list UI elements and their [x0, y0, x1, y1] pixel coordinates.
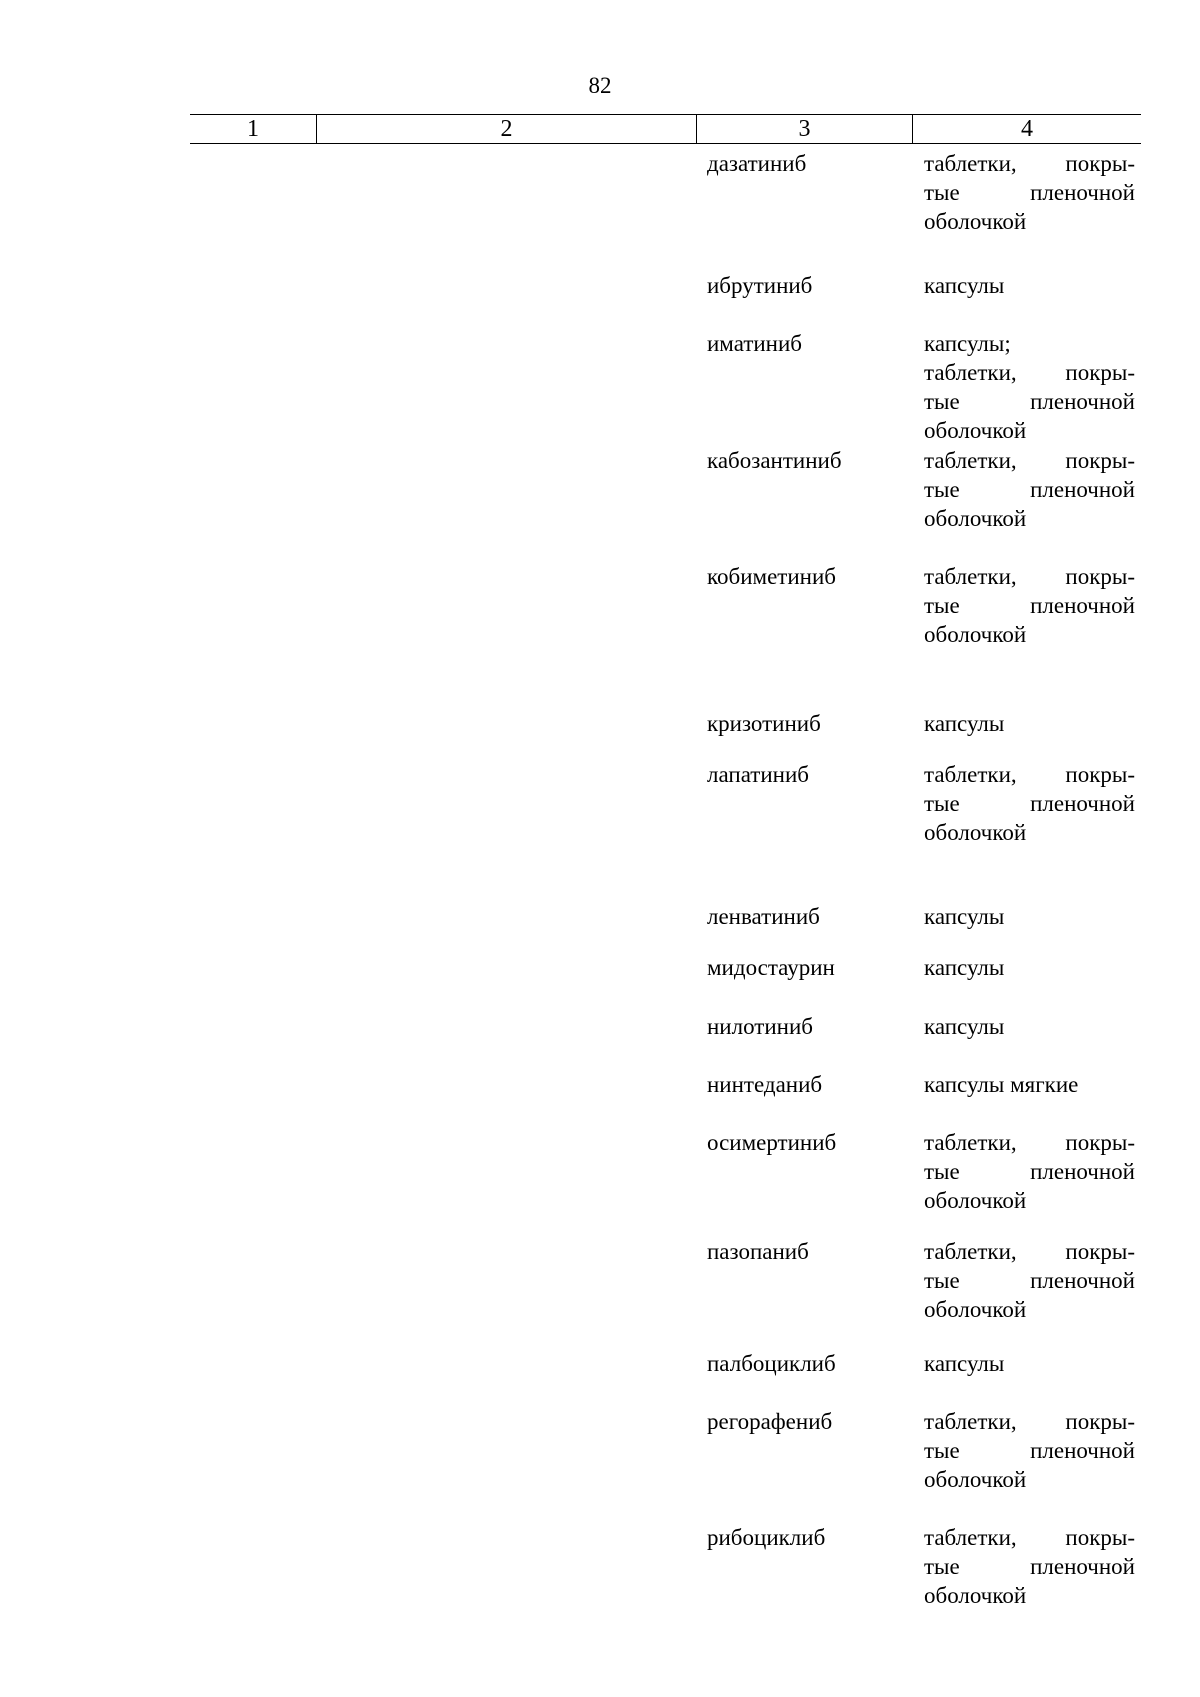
- dosage-form-word: капсулы: [924, 1014, 1005, 1039]
- dosage-form-line: [924, 387, 1135, 416]
- dosage-form-word: пленочной: [1030, 477, 1135, 502]
- dosage-form-line: [924, 416, 1135, 445]
- dosage-form-line: [924, 562, 1135, 591]
- drug-name: кризотиниб: [707, 711, 821, 736]
- dosage-form-word: тые: [924, 389, 960, 414]
- dosage-form-line: [924, 475, 1135, 504]
- table-header-row: [190, 114, 1141, 144]
- dosage-form-word: капсулы: [924, 904, 1005, 929]
- dosage-form-word: оболочкой: [924, 418, 1027, 443]
- dosage-form-word: оболочкой: [924, 1297, 1027, 1322]
- drug-name: регорафениб: [707, 1409, 833, 1434]
- drug-name: кобиметиниб: [707, 564, 836, 589]
- dosage-form-word: тые: [924, 1159, 960, 1184]
- dosage-form: [924, 271, 1135, 300]
- dosage-form-line: [924, 1012, 1135, 1041]
- dosage-form-line: [924, 1070, 1135, 1099]
- dosage-form: [924, 953, 1135, 982]
- dosage-form-word: капсулы: [924, 273, 1005, 298]
- dosage-form-word: оболочкой: [924, 820, 1027, 845]
- dosage-form: [924, 1128, 1135, 1215]
- dosage-form: [924, 1407, 1135, 1494]
- dosage-form-word: покры-: [1065, 1409, 1135, 1434]
- dosage-form-line: [924, 1186, 1135, 1215]
- dosage-form-word: таблетки,: [924, 1130, 1017, 1155]
- dosage-form-line: [924, 1436, 1135, 1465]
- dosage-form-word: покры-: [1065, 564, 1135, 589]
- dosage-form-word: оболочкой: [924, 622, 1027, 647]
- drug-name: иматиниб: [707, 331, 802, 356]
- dosage-form-line: [924, 620, 1135, 649]
- dosage-form-line: [924, 818, 1135, 847]
- page-number: 82: [588, 73, 612, 98]
- dosage-form-word: пленочной: [1030, 180, 1135, 205]
- dosage-form-word: пленочной: [1030, 1268, 1135, 1293]
- dosage-form: [924, 446, 1135, 533]
- dosage-form-line: [924, 1552, 1135, 1581]
- dosage-form-word: оболочкой: [924, 1467, 1027, 1492]
- dosage-form: [924, 902, 1135, 931]
- dosage-form-line: [924, 149, 1135, 178]
- dosage-form-word: таблетки,: [924, 564, 1017, 589]
- dosage-form: [924, 1070, 1135, 1099]
- dosage-form-line: [924, 1266, 1135, 1295]
- dosage-form-word: таблетки,: [924, 1409, 1017, 1434]
- dosage-form-word: покры-: [1065, 762, 1135, 787]
- dosage-form: [924, 562, 1135, 649]
- dosage-form: [924, 329, 1135, 445]
- dosage-form-line: [924, 178, 1135, 207]
- dosage-form-line: [924, 329, 1135, 358]
- dosage-form-word: капсулы: [924, 1351, 1005, 1376]
- dosage-form-word: пленочной: [1030, 1159, 1135, 1184]
- dosage-form-word: пленочной: [1030, 791, 1135, 816]
- drug-name: мидостаурин: [707, 955, 835, 980]
- dosage-form-word: капсулы;: [924, 331, 1011, 356]
- dosage-form-word: таблетки,: [924, 762, 1017, 787]
- dosage-form-line: [924, 1523, 1135, 1552]
- dosage-form-word: тые: [924, 1438, 960, 1463]
- dosage-form-line: [924, 1157, 1135, 1186]
- dosage-form: [924, 149, 1135, 236]
- dosage-form-word: капсулы: [924, 711, 1005, 736]
- dosage-form-word: покры-: [1065, 1239, 1135, 1264]
- dosage-form-line: [924, 1295, 1135, 1324]
- dosage-form: [924, 709, 1135, 738]
- dosage-form-word: тые: [924, 1554, 960, 1579]
- dosage-form-word: тые: [924, 477, 960, 502]
- drug-name: пазопаниб: [707, 1239, 809, 1264]
- dosage-form-line: [924, 789, 1135, 818]
- drug-name: нинтеданиб: [707, 1072, 823, 1097]
- dosage-form-word: пленочной: [1030, 593, 1135, 618]
- dosage-form-word: таблетки,: [924, 360, 1017, 385]
- dosage-form: [924, 760, 1135, 847]
- dosage-form-line: [924, 1128, 1135, 1157]
- dosage-form-line: [924, 1465, 1135, 1494]
- dosage-form: [924, 1349, 1135, 1378]
- drug-name: кабозантиниб: [707, 448, 842, 473]
- column-header-4: 4: [912, 115, 1141, 143]
- drug-name: дазатиниб: [707, 151, 807, 176]
- dosage-form-word: капсулы мягкие: [924, 1072, 1079, 1097]
- dosage-form-line: [924, 446, 1135, 475]
- dosage-form-word: покры-: [1065, 151, 1135, 176]
- dosage-form-word: оболочкой: [924, 209, 1027, 234]
- dosage-form-word: капсулы: [924, 955, 1005, 980]
- dosage-form-word: тые: [924, 593, 960, 618]
- dosage-form-word: оболочкой: [924, 1583, 1027, 1608]
- dosage-form-line: [924, 1349, 1135, 1378]
- dosage-form: [924, 1237, 1135, 1324]
- drug-name: палбоциклиб: [707, 1351, 836, 1376]
- dosage-form-word: покры-: [1065, 1130, 1135, 1155]
- dosage-form-word: покры-: [1065, 360, 1135, 385]
- column-header-2: 2: [316, 115, 696, 143]
- dosage-form-word: пленочной: [1030, 389, 1135, 414]
- dosage-form-word: пленочной: [1030, 1438, 1135, 1463]
- dosage-form-word: покры-: [1065, 448, 1135, 473]
- dosage-form: [924, 1012, 1135, 1041]
- dosage-form-word: таблетки,: [924, 1525, 1017, 1550]
- dosage-form-word: оболочкой: [924, 506, 1027, 531]
- dosage-form-line: [924, 953, 1135, 982]
- dosage-form: [924, 1523, 1135, 1610]
- dosage-form-word: тые: [924, 1268, 960, 1293]
- dosage-form-line: [924, 760, 1135, 789]
- dosage-form-line: [924, 1407, 1135, 1436]
- drug-name: лапатиниб: [707, 762, 809, 787]
- dosage-form-line: [924, 207, 1135, 236]
- dosage-form-line: [924, 271, 1135, 300]
- drug-name: ленватиниб: [707, 904, 820, 929]
- dosage-form-word: тые: [924, 791, 960, 816]
- dosage-form-line: [924, 1581, 1135, 1610]
- dosage-form-word: таблетки,: [924, 1239, 1017, 1264]
- dosage-form-line: [924, 591, 1135, 620]
- column-header-1: 1: [247, 116, 259, 142]
- dosage-form-line: [924, 902, 1135, 931]
- dosage-form-word: таблетки,: [924, 448, 1017, 473]
- dosage-form-line: [924, 709, 1135, 738]
- drug-name: нилотиниб: [707, 1014, 813, 1039]
- column-header-3: 3: [696, 115, 912, 143]
- dosage-form-line: [924, 358, 1135, 387]
- dosage-form-word: покры-: [1065, 1525, 1135, 1550]
- dosage-form-word: тые: [924, 180, 960, 205]
- dosage-form-word: оболочкой: [924, 1188, 1027, 1213]
- drug-name: рибоциклиб: [707, 1525, 826, 1550]
- dosage-form-line: [924, 504, 1135, 533]
- drug-name: ибрутиниб: [707, 273, 813, 298]
- drug-name: осимертиниб: [707, 1130, 837, 1155]
- dosage-form-word: пленочной: [1030, 1554, 1135, 1579]
- dosage-form-word: таблетки,: [924, 151, 1017, 176]
- dosage-form-line: [924, 1237, 1135, 1266]
